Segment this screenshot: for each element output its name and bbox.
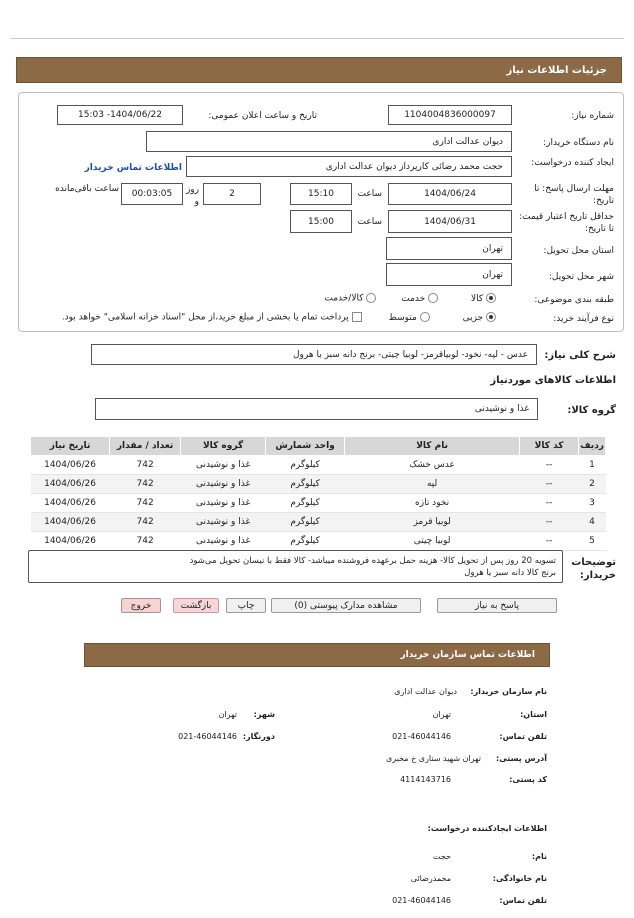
- notes-line-2: برنج کالا دانه سبز یا هرول: [464, 568, 556, 578]
- validity-label: حداقل تاریخ اعتبار قیمت: تا تاریخ:: [519, 212, 614, 234]
- treasury-checkbox[interactable]: [352, 312, 362, 322]
- section-header: [16, 57, 622, 83]
- cell-code: --: [520, 456, 579, 475]
- contact-province-value: تهران: [432, 710, 451, 719]
- cell-row: 4: [579, 513, 606, 532]
- cell-group: غذا و نوشیدنی: [181, 513, 266, 532]
- table-row: [31, 456, 606, 475]
- contact-postal-label: کد پستی:: [509, 775, 547, 784]
- need-number-label: شماره نیاز:: [571, 111, 614, 121]
- cell-name: لوبیا قرمز: [345, 513, 520, 532]
- cell-qty: 742: [110, 475, 181, 494]
- exit-button[interactable]: خروج: [121, 598, 161, 613]
- goods-heading: اطلاعات کالاهای موردنیاز: [490, 375, 616, 386]
- days-label: روز و: [185, 185, 199, 207]
- contact-fax-label: دورنگار:: [242, 732, 275, 741]
- cell-code: --: [520, 494, 579, 513]
- cell-name: نخود تازه: [345, 494, 520, 513]
- contact-address-label: آدرس پستی:: [496, 754, 547, 763]
- cell-row: 5: [579, 532, 606, 551]
- contact-phone-label: تلفن تماس:: [499, 732, 547, 741]
- buyer-org-label: نام دستگاه خریدار:: [543, 138, 614, 148]
- announce-field: 1404/06/22- 15:03: [57, 105, 183, 125]
- creator-info-heading: اطلاعات ایجادکننده درخواست:: [427, 824, 547, 833]
- reply-button[interactable]: پاسخ به نیاز: [437, 598, 557, 613]
- cell-group: غذا و نوشیدنی: [181, 456, 266, 475]
- cell-name: لوبیا چیتی: [345, 532, 520, 551]
- deadline-time-label: ساعت: [357, 189, 382, 199]
- process-radio-group: [62, 312, 496, 323]
- cell-code: --: [520, 513, 579, 532]
- creator-family-value: محمدرضائی: [410, 874, 451, 883]
- col-qty: تعداد / مقدار: [110, 437, 181, 456]
- contact-postal-value: 4114143716: [400, 775, 451, 784]
- cell-name: عدس خشک: [345, 456, 520, 475]
- deadline-label: مهلت ارسال پاسخ: تا تاریخ:: [534, 184, 614, 206]
- remaining-field: 00:03:05: [121, 183, 183, 205]
- cell-qty: 742: [110, 456, 181, 475]
- province-label: استان محل تحویل:: [543, 246, 614, 256]
- contact-org-label: نام سازمان خریدار:: [470, 687, 547, 696]
- contact-province-label: استان:: [520, 710, 547, 719]
- print-button[interactable]: چاپ: [226, 598, 266, 613]
- buyer-org-field: دیوان عدالت اداری: [146, 131, 512, 152]
- category-option-goods: کالا: [470, 293, 484, 304]
- process-option-minor: جزیی: [462, 312, 484, 323]
- creator-name-label: نام:: [531, 852, 547, 861]
- creator-family-label: نام خانوادگی:: [492, 874, 547, 883]
- creator-name-value: حجت: [433, 852, 451, 861]
- creator-phone-value: 021-46044146: [392, 896, 451, 905]
- remaining-label: ساعت باقی‌مانده: [55, 184, 119, 194]
- contact-city-value: تهران: [218, 710, 237, 719]
- cell-group: غذا و نوشیدنی: [181, 532, 266, 551]
- cell-group: غذا و نوشیدنی: [181, 494, 266, 513]
- cell-qty: 742: [110, 494, 181, 513]
- validity-date-field: 1404/06/31: [388, 210, 512, 233]
- notes-label: توضیحات خریدار:: [571, 557, 616, 581]
- category-radio-goods[interactable]: [486, 293, 496, 303]
- col-code: کد کالا: [520, 437, 579, 456]
- col-date: تاریخ نیاز: [31, 437, 110, 456]
- creator-field: حجت محمد رضائی کارپرداز دیوان عدالت اداری: [186, 156, 512, 177]
- cell-unit: کیلوگرم: [266, 494, 345, 513]
- cell-qty: 742: [110, 532, 181, 551]
- category-radio-both[interactable]: [366, 293, 376, 303]
- category-option-both: کالا/خدمت: [324, 293, 364, 304]
- col-group: گروه کالا: [181, 437, 266, 456]
- city-label: شهر محل تحویل:: [548, 272, 614, 282]
- items-table-header: [31, 437, 606, 456]
- process-label: نوع فرآیند خرید:: [553, 314, 614, 324]
- category-radio-group: [324, 293, 496, 304]
- cell-date: 1404/06/26: [31, 513, 110, 532]
- cell-code: --: [520, 475, 579, 494]
- summary-label: شرح کلی نیاز:: [544, 350, 616, 361]
- summary-field: عدس - لپه- نخود- لوبیاقرمز- لوبیا چیتی- برنج دانه سبز یا هرول: [91, 344, 537, 365]
- cell-unit: کیلوگرم: [266, 513, 345, 532]
- contact-header: [84, 643, 550, 667]
- contact-city-label: شهر:: [253, 710, 275, 719]
- creator-phone-label: تلفن تماس:: [499, 896, 547, 905]
- category-label: طبقه بندی موضوعی:: [534, 295, 614, 305]
- contact-address-value: تهران شهید ستاری خ مخبری: [386, 754, 481, 763]
- table-row: [31, 475, 606, 494]
- need-number-field: 1104004836000097: [388, 105, 512, 125]
- goods-group-field: غذا و نوشیدنی: [95, 398, 538, 420]
- cell-unit: کیلوگرم: [266, 532, 345, 551]
- process-radio-medium[interactable]: [420, 312, 430, 322]
- process-option-medium: متوسط: [388, 312, 417, 323]
- top-divider: [10, 38, 624, 39]
- cell-row: 3: [579, 494, 606, 513]
- cell-date: 1404/06/26: [31, 456, 110, 475]
- items-table: [30, 436, 606, 551]
- announce-label: تاریخ و ساعت اعلان عمومی:: [208, 111, 317, 121]
- deadline-time-field: 15:10: [290, 183, 352, 205]
- buyer-contact-link[interactable]: اطلاعات تماس خریدار: [84, 163, 182, 173]
- table-row: [31, 494, 606, 513]
- province-field: تهران: [386, 237, 512, 260]
- process-radio-minor[interactable]: [486, 312, 496, 322]
- attachments-button[interactable]: مشاهده مدارک پیوستی (0): [271, 598, 421, 613]
- validity-time-field: 15:00: [290, 210, 352, 233]
- cell-qty: 742: [110, 513, 181, 532]
- col-row: ردیف: [579, 437, 606, 456]
- deadline-date-field: 1404/06/24: [388, 183, 512, 205]
- cell-date: 1404/06/26: [31, 475, 110, 494]
- validity-time-label: ساعت: [357, 217, 382, 227]
- col-name: نام کالا: [345, 437, 520, 456]
- contact-title: اطلاعات تماس سازمان خریدار: [400, 650, 535, 660]
- cell-row: 2: [579, 475, 606, 494]
- table-row: [31, 532, 606, 551]
- treasury-note: پرداخت تمام یا بخشی از مبلغ خرید،از محل "اسناد خزانه اسلامی" خواهد بود.: [61, 312, 349, 323]
- cell-group: غذا و نوشیدنی: [181, 475, 266, 494]
- col-unit: واحد شمارش: [266, 437, 345, 456]
- back-button[interactable]: بازگشت: [173, 598, 219, 613]
- contact-phone-value: 021-46044146: [392, 732, 451, 741]
- goods-group-label: گروه کالا:: [567, 405, 616, 416]
- table-row: [31, 513, 606, 532]
- cell-code: --: [520, 532, 579, 551]
- cell-unit: کیلوگرم: [266, 456, 345, 475]
- contact-org-value: دیوان عدالت اداری: [394, 687, 457, 696]
- cell-row: 1: [579, 456, 606, 475]
- category-option-service: خدمت: [401, 293, 426, 304]
- cell-date: 1404/06/26: [31, 494, 110, 513]
- notes-line-1: تسویه 20 روز پس از تحویل کالا- هزینه حمل برعهده فروشنده میباشد- کالا فقط با نیسان تحویل می‌شود: [189, 556, 556, 566]
- category-radio-service[interactable]: [428, 293, 438, 303]
- cell-date: 1404/06/26: [31, 532, 110, 551]
- contact-fax-value: 021-46044146: [178, 732, 237, 741]
- section-title: جزئیات اطلاعات نیاز: [506, 64, 607, 76]
- cell-name: لپه: [345, 475, 520, 494]
- days-field: 2: [203, 183, 261, 205]
- city-field: تهران: [386, 263, 512, 286]
- notes-box: [28, 550, 563, 583]
- creator-label: ایجاد کننده درخواست:: [531, 158, 614, 168]
- cell-unit: کیلوگرم: [266, 475, 345, 494]
